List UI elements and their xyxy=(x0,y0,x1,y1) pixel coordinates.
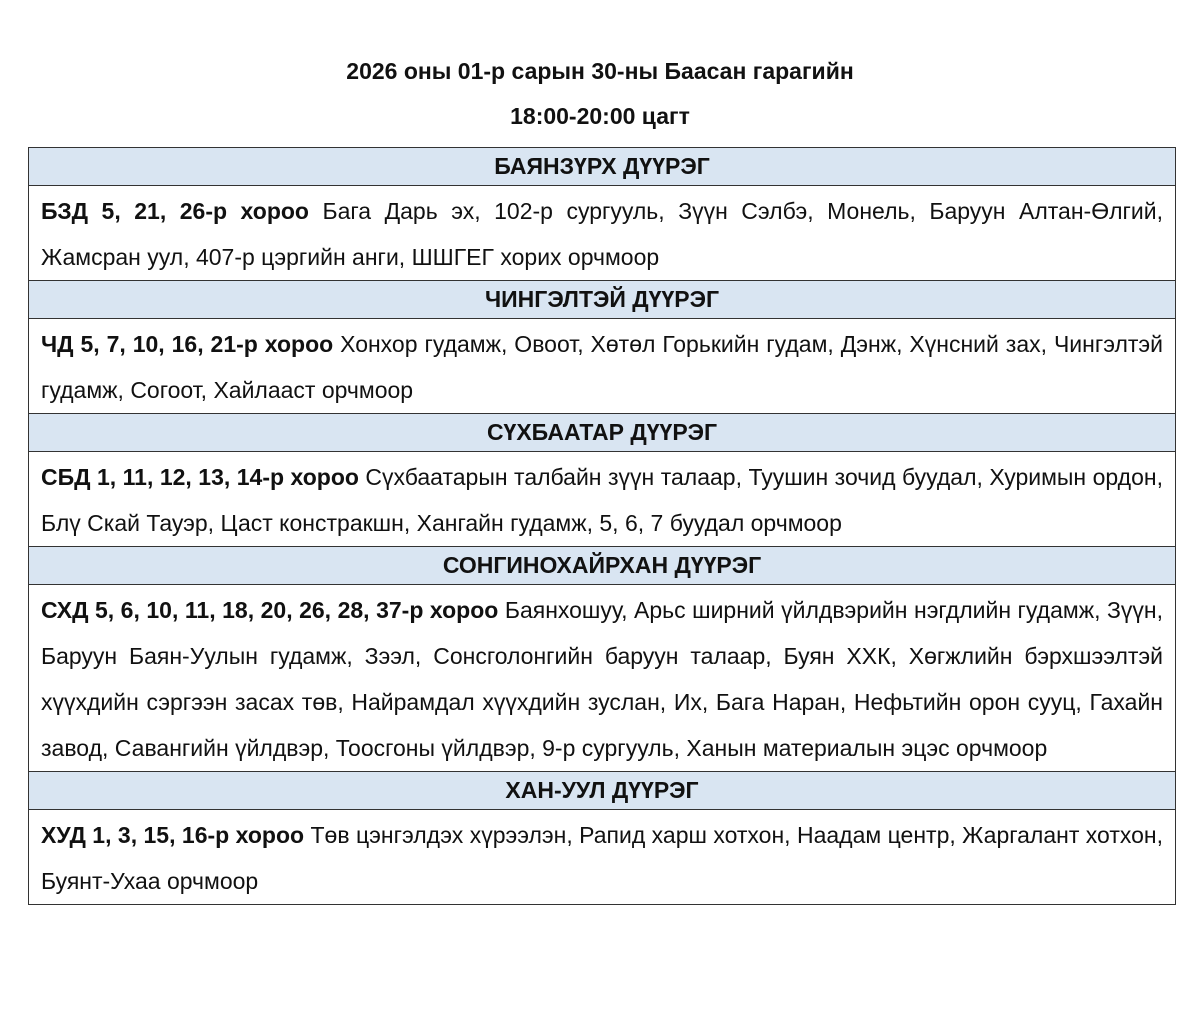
district-body-row xyxy=(29,452,1176,547)
district-header-row xyxy=(29,414,1176,452)
district-name: СОНГИНОХАЙРХАН ДҮҮРЭГ xyxy=(29,547,1176,585)
document-date-heading: 2026 оны 01-р сарын 30-ны Баасан гарагийн xyxy=(346,58,854,84)
district-details xyxy=(29,585,1176,772)
district-details xyxy=(29,319,1176,414)
district-body-row xyxy=(29,585,1176,772)
outage-schedule-table xyxy=(28,147,1176,905)
district-header-row xyxy=(29,281,1176,319)
district-body-row xyxy=(29,810,1176,905)
district-body-row xyxy=(29,186,1176,281)
district-name: ХАН-УУЛ ДҮҮРЭГ xyxy=(29,772,1176,810)
district-name: БАЯНЗҮРХ ДҮҮРЭГ xyxy=(29,148,1176,186)
district-header-row xyxy=(29,148,1176,186)
district-name: ЧИНГЭЛТЭЙ ДҮҮРЭГ xyxy=(29,281,1176,319)
district-details xyxy=(29,452,1176,547)
district-header-row xyxy=(29,547,1176,585)
khoroo-list: БЗД 5, 21, 26-р хороо xyxy=(41,198,309,224)
area-list: Бага Дарь эх, 102-р сургууль, Зүүн Сэлбэ, Монель, Баруун Алтан-Өлгий, Жамсран уул, 407-р цэргийн анги, ШШГЕГ хорих орчмоор xyxy=(41,198,1163,270)
district-body-row xyxy=(29,319,1176,414)
district-details xyxy=(29,810,1176,905)
area-list: Хонхор гудамж, Овоот, Хөтөл Горькийн гудам, Дэнж, Хүнсний зах, Чингэлтэй гудамж, Согоот, Хайлааст орчмоор xyxy=(41,331,1163,403)
khoroo-list: СХД 5, 6, 10, 11, 18, 20, 26, 28, 37-р хороо xyxy=(41,597,499,623)
khoroo-list: СБД 1, 11, 12, 13, 14-р хороо xyxy=(41,464,359,490)
area-list: Баянхошуу, Арьс ширний үйлдвэрийн нэгдлийн гудамж, Зүүн, Баруун Баян-Уулын гудамж, Зээл, Сонсголонгийн баруун талаар, Буян ХХК, Хөгжлийн бэрхшээлтэй хүүхдийн сэргээн засах төв, Найрамдал хүүхдийн зуслан, Их, Бага Наран, Нефьтийн орон сууц, Гахайн завод, Савангийн үйлдвэр, Тоосгоны үйлдвэр, 9-р сургууль, Ханын материалын эцэс орчмоор xyxy=(41,597,1163,761)
area-list: Төв цэнгэлдэх хүрээлэн, Рапид харш хотхон, Наадам центр, Жаргалант хотхон, Буянт-Ухаа орчмоор xyxy=(41,822,1163,894)
document-time-heading: 18:00-20:00 цагт xyxy=(510,103,690,129)
area-list: Сүхбаатарын талбайн зүүн талаар, Туушин зочид буудал, Хуримын ордон, Блү Скай Тауэр, Цаст констракшн, Хангайн гудамж, 5, 6, 7 буудал орчмоор xyxy=(41,464,1163,536)
khoroo-list: ХУД 1, 3, 15, 16-р хороо xyxy=(41,822,305,848)
district-header-row xyxy=(29,772,1176,810)
district-name: СҮХБААТАР ДҮҮРЭГ xyxy=(29,414,1176,452)
district-details xyxy=(29,186,1176,281)
khoroo-list: ЧД 5, 7, 10, 16, 21-р хороо xyxy=(41,331,334,357)
